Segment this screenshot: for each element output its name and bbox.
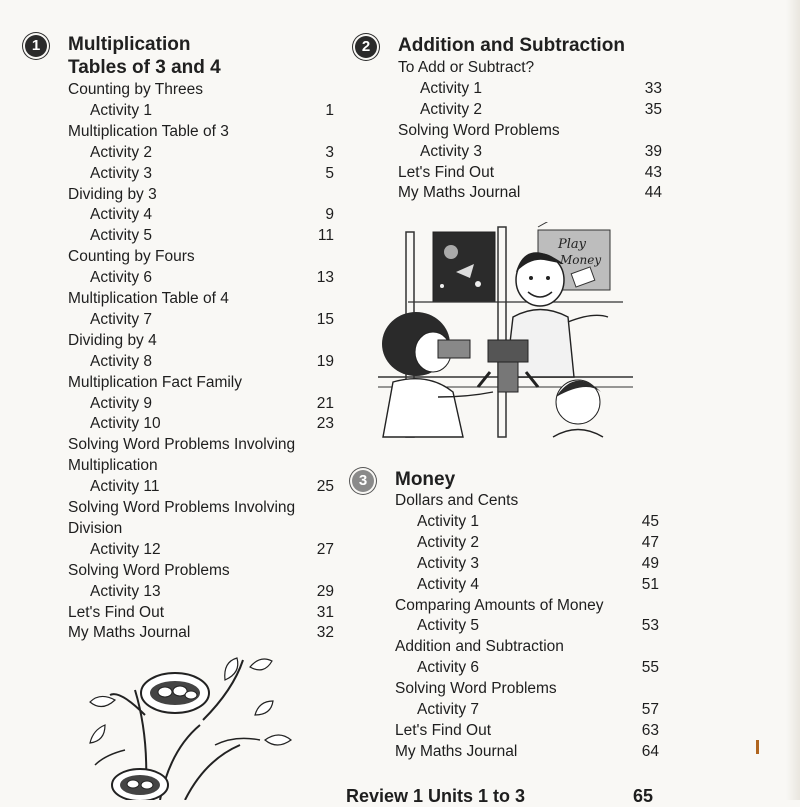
toc-section-entry [68,519,122,539]
toc-entry-label: Activity 2 [420,100,483,118]
toc-entry-label: Counting by Fours [68,248,195,266]
unit-1-title-line-1: Multiplication [68,34,191,55]
toc-activity-entry [90,143,152,163]
toc-entry-label: Multiplication Table of 4 [68,290,229,307]
toc-entry-label: Activity 3 [420,142,483,160]
toc-entry-label: Activity 3 [90,164,153,182]
toc-entry-label: Let's Find Out [395,721,492,739]
toc-entry-page-number: 44 [644,184,662,202]
toc-entry-page-number: 23 [316,415,334,433]
play-money-sign-line-1: Play [558,237,586,252]
toc-section-entry [68,456,158,476]
toc-entry-label: Activity 2 [417,533,480,551]
toc-entry-label: Activity 4 [417,575,480,593]
toc-entry-page-number: 25 [316,478,334,496]
nest-lower [112,769,168,800]
toc-entry-label: Activity 5 [90,227,153,245]
toc-section-entry [395,742,517,762]
toc-entry-page-number: 35 [644,100,662,118]
toc-entry-label: Dollars and Cents [395,492,519,509]
toc-entry-label: My Maths Journal [398,184,521,202]
toc-activity-entry [90,310,152,330]
toc-entry-label: Solving Word Problems Involving [68,499,296,516]
toc-entry-page-number: 51 [641,575,659,593]
toc-section-entry [68,373,242,393]
toc-section-entry [395,596,604,616]
toc-entry-label: Multiplication Table of 3 [68,122,229,140]
toc-section-entry [398,183,520,203]
toc-entry-label: Activity 12 [90,540,161,558]
review-title: Review 1 Units 1 to 3 [346,786,526,806]
toc-activity-entry [90,268,152,288]
toc-entry-page-number: 3 [325,143,334,161]
toc-entry-label: Activity 8 [90,352,153,370]
toc-entry-label: Multiplication Fact Family [68,373,242,391]
toc-activity-entry [417,512,479,532]
toc-entry-label: My Maths Journal [395,742,518,760]
space-poster [433,232,495,302]
toc-entry-page-number: 32 [316,624,334,642]
play-money-sign-line-2: Money [560,253,602,267]
toc-entry-label: Solving Word Problems Involving [68,436,296,454]
toc-entry-label: Counting by Threes [68,81,203,98]
toc-section-entry [68,289,229,309]
toc-entry-label: Activity 1 [90,101,153,119]
toc-entry-page-number: 21 [316,394,334,412]
toc-section-entry [68,122,229,142]
toc-activity-entry [90,477,160,497]
toc-entry-label: Solving Word Problems [68,561,230,579]
toc-entry-page-number: 9 [325,206,334,224]
toc-entry-label: Solving Word Problems [398,121,560,139]
toc-entry-page-number: 45 [641,512,659,530]
toc-entry-page-number: 13 [316,269,334,287]
toc-section-entry [68,247,195,267]
toc-activity-entry [417,658,479,678]
toc-activity-entry [90,394,152,414]
toc-entry-page-number: 19 [316,352,334,370]
toc-section-entry [398,58,534,78]
toc-entry-page-number: 27 [316,540,334,558]
toc-entry-label: Activity 3 [417,554,480,572]
toc-entry-label: Activity 1 [420,79,483,97]
toc-section-entry [68,435,295,455]
toc-entry-label: Activity 11 [90,478,160,496]
toc-section-entry [68,603,164,623]
toc-entry-label: Activity 4 [90,206,153,224]
toc-entry-label: Activity 2 [90,143,153,161]
toc-activity-entry [90,352,152,372]
toc-section-entry [395,679,557,699]
toc-section-entry [395,637,564,657]
toc-entry-label: Activity 5 [417,617,480,635]
toc-entry-page-number: 64 [641,742,659,760]
toc-activity-entry [90,414,161,434]
toc-entry-page-number: 39 [644,142,662,160]
toc-entry-page-number: 63 [641,721,659,739]
toc-entry-page-number: 43 [644,163,662,181]
toc-entry-page-number: 53 [641,617,659,635]
toc-entry-label: Activity 9 [90,394,153,412]
unit-1-badge: 1 [25,35,47,57]
toc-entry-page-number: 1 [325,101,334,119]
unit-2-title: Addition and Subtraction [398,35,625,56]
toc-section-entry [68,80,203,100]
nest-upper [141,673,209,713]
toc-section-entry [68,623,190,643]
toc-entry-label: Dividing by 3 [68,185,157,203]
toc-entry-label: Activity 1 [417,512,480,530]
toc-section-entry [68,498,295,518]
toc-activity-entry [417,533,479,553]
toc-activity-entry [90,101,152,121]
toc-entry-page-number: 33 [644,79,662,97]
toc-entry-label: Let's Find Out [398,163,495,181]
page-edge-shadow [786,0,800,800]
toc-activity-entry [420,142,482,162]
toc-entry-label: Activity 6 [417,659,480,677]
toc-section-entry [398,163,494,183]
toc-entry-label: Activity 7 [417,701,480,718]
unit-1-title-line-2: Tables of 3 and 4 [68,57,221,78]
toc-entry-label: Solving Word Problems [395,680,557,698]
shop-illustration [378,222,638,447]
toc-entry-label: Multiplication [68,457,158,475]
toc-section-entry [398,121,560,141]
toc-activity-entry [420,79,482,99]
toc-entry-page-number: 31 [316,603,334,621]
toc-entry-page-number: 29 [316,582,334,600]
toc-entry-label: Division [68,519,123,537]
toc-activity-entry [417,554,479,574]
toc-activity-entry [417,616,479,636]
review-page: 65 [633,786,654,806]
toc-entry-page-number: 49 [641,554,659,572]
toc-entry-page-number: 57 [641,701,659,718]
toc-entry-label: Comparing Amounts of Money [395,596,604,614]
toc-activity-entry [90,164,152,184]
toc-entry-label: To Add or Subtract? [398,59,535,76]
toc-entry-page-number: 15 [316,310,334,328]
toc-section-entry [68,331,157,351]
toc-entry-page-number: 55 [641,659,659,677]
toc-entry-label: Activity 13 [90,582,161,600]
toc-activity-entry [417,700,479,720]
toc-entry-label: My Maths Journal [68,624,191,642]
toc-activity-entry [90,205,152,225]
unit-3-badge: 3 [352,470,374,492]
toc-section-entry [395,721,491,741]
toc-section-entry [68,185,157,205]
toc-entry-page-number: 5 [325,164,334,182]
toc-activity-entry [90,540,161,560]
toc-entry-page-number: 47 [641,533,659,551]
toc-entry-label: Activity 6 [90,269,153,287]
toc-activity-entry [417,575,479,595]
tree-nest-illustration [85,655,305,800]
toc-entry-label: Dividing by 4 [68,331,157,349]
toc-section-entry [395,491,518,511]
toc-entry-label: Activity 10 [90,415,161,433]
unit-3-title: Money [395,469,456,490]
toc-activity-entry [420,100,482,120]
toc-entry-page-number: 11 [317,227,334,245]
toc-activity-entry [90,582,161,602]
page-edge-mark [756,740,759,754]
toc-activity-entry [90,226,152,246]
toc-section-entry [68,561,230,581]
unit-2-badge: 2 [355,36,377,58]
toc-entry-label: Let's Find Out [68,603,165,621]
toc-entry-label: Addition and Subtraction [395,638,564,656]
toc-entry-label: Activity 7 [90,310,153,328]
